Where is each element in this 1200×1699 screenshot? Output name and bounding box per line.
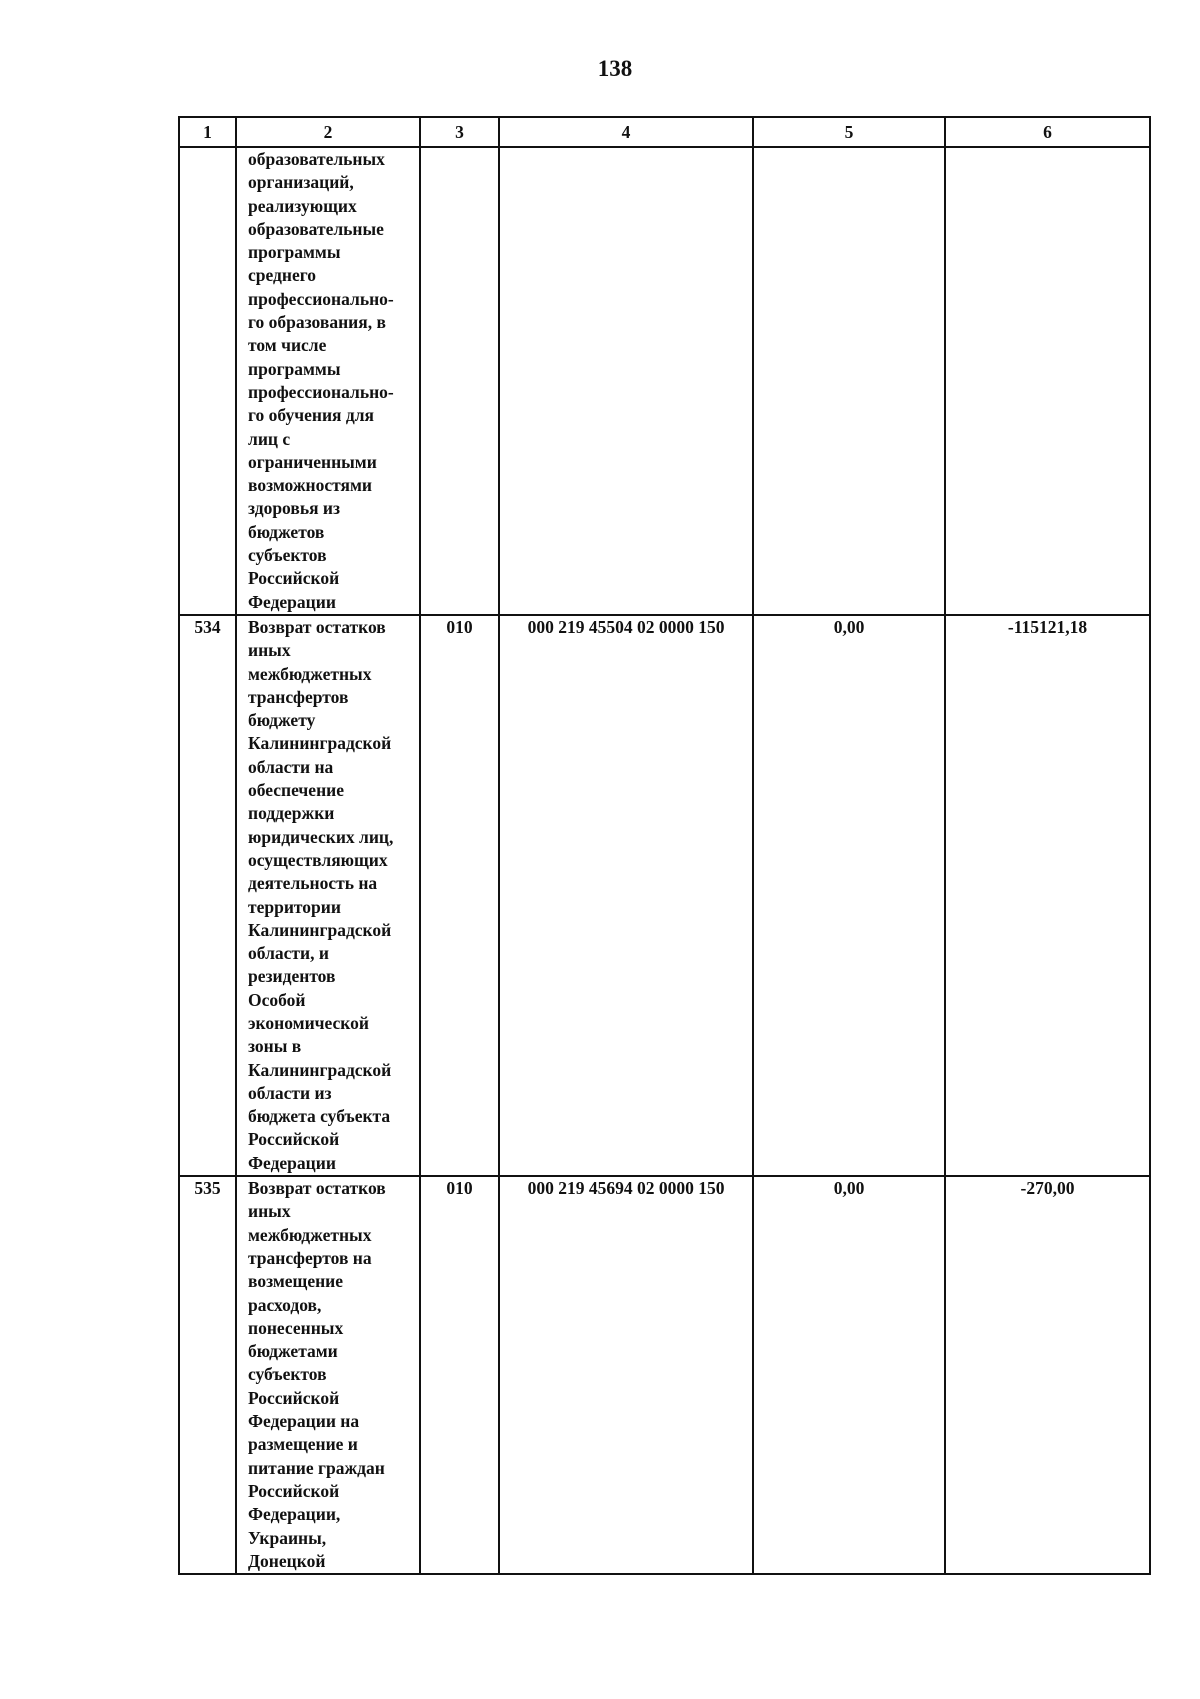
row-code [420, 147, 499, 615]
table-header-row [179, 117, 1150, 147]
row-number [179, 147, 236, 615]
row-number: 534 [179, 615, 236, 1176]
header-cell: 5 [753, 117, 945, 147]
row-code: 010 [420, 1176, 499, 1574]
row-number: 535 [179, 1176, 236, 1574]
header-cell: 1 [179, 117, 236, 147]
row-value-5: 0,00 [753, 615, 945, 1176]
header-cell: 3 [420, 117, 499, 147]
row-value-5: 0,00 [753, 1176, 945, 1574]
row-code: 010 [420, 615, 499, 1176]
table-row [179, 615, 1150, 1176]
row-description [236, 1176, 420, 1574]
row-kbk [499, 147, 753, 615]
row-kbk: 000 219 45504 02 0000 150 [499, 615, 753, 1176]
row-description [236, 615, 420, 1176]
row-value-5 [753, 147, 945, 615]
header-cell: 2 [236, 117, 420, 147]
budget-table [178, 116, 1151, 1575]
header-cell: 6 [945, 117, 1150, 147]
row-value-6: -270,00 [945, 1176, 1150, 1574]
row-description-text: образовательных организаций, реализующих образовательные программы среднего профессионально- го образования, в том числе программы профессионально- го обучения для лиц с ограниченными возможностями здоровья из бюджетов субъектов Российской Федерации [248, 149, 394, 612]
table-row [179, 1176, 1150, 1574]
table-row [179, 147, 1150, 615]
header-cell: 4 [499, 117, 753, 147]
row-value-6 [945, 147, 1150, 615]
row-description-text: Возврат остатков иных межбюджетных трансфертов бюджету Калининградской области на обеспечение поддержки юридических лиц, осуществляющих деятельность на территории Калининградской области, и резидентов Особой экономической зоны в Калининградской области из бюджета субъекта Российской Федерации [248, 616, 394, 1173]
row-description [236, 147, 420, 615]
row-value-6: -115121,18 [945, 615, 1150, 1176]
row-description-text: Возврат остатков иных межбюджетных трансфертов на возмещение расходов, понесенных бюджетами субъектов Российской Федерации на размещение и питание граждан Российской Федерации, Украины, Донецкой [248, 1178, 386, 1571]
row-kbk: 000 219 45694 02 0000 150 [499, 1176, 753, 1574]
page-number: 138 [597, 56, 633, 81]
